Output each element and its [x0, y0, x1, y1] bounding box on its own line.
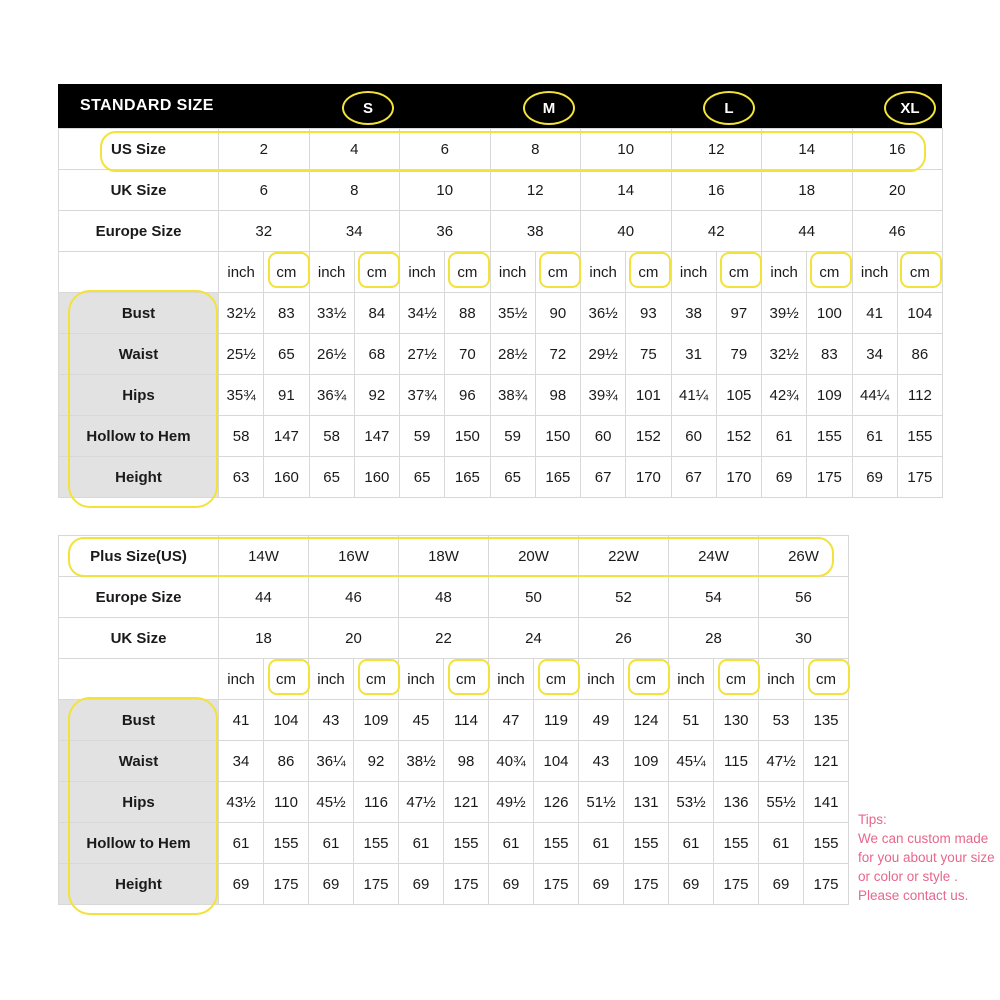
cell: 175	[714, 864, 759, 905]
cell: 45	[399, 700, 444, 741]
cell: 34	[852, 334, 897, 375]
unit-cell: inch	[219, 659, 264, 700]
cell: 51	[669, 700, 714, 741]
standard-size-title: STANDARD SIZE	[80, 97, 214, 114]
cell: 25½	[219, 334, 264, 375]
cell: 101	[626, 375, 671, 416]
cell: 8	[490, 129, 581, 170]
cell: 2	[219, 129, 310, 170]
unit-cell: inch	[759, 659, 804, 700]
cell: 61	[489, 823, 534, 864]
cell: 69	[489, 864, 534, 905]
unit-cell: inch	[671, 252, 716, 293]
cell: 160	[354, 457, 399, 498]
cell: 65	[309, 457, 354, 498]
row-label-europe-size: Europe Size	[59, 211, 219, 252]
cell: 18	[219, 618, 309, 659]
unit-cell: cm	[716, 252, 761, 293]
cell: 49	[579, 700, 624, 741]
cell: 47	[489, 700, 534, 741]
table-row	[59, 864, 849, 905]
table-row	[59, 129, 943, 170]
unit-cell: cm	[445, 252, 490, 293]
cell: 114	[444, 700, 489, 741]
cell: 38¾	[490, 375, 535, 416]
cell: 175	[534, 864, 579, 905]
cell: 109	[354, 700, 399, 741]
cell: 12	[671, 129, 762, 170]
cell: 12	[490, 170, 581, 211]
row-label-plus-bust: Bust	[59, 700, 219, 741]
cell: 59	[490, 416, 535, 457]
cell: 55½	[759, 782, 804, 823]
cell: 44	[762, 211, 853, 252]
tips-line-5: Please contact us.	[858, 888, 969, 903]
cell: 40¾	[489, 741, 534, 782]
cell: 175	[354, 864, 399, 905]
cell: 41¼	[671, 375, 716, 416]
table-row-units	[59, 659, 849, 700]
cell: 147	[354, 416, 399, 457]
size-badge-xl: XL	[884, 91, 936, 125]
cell: 58	[309, 416, 354, 457]
cell: 83	[264, 293, 309, 334]
cell: 130	[714, 700, 759, 741]
cell: 61	[759, 823, 804, 864]
cell: 18W	[399, 536, 489, 577]
tips-line-3: for you about your size	[858, 850, 995, 865]
cell: 20	[309, 618, 399, 659]
cell: 14W	[219, 536, 309, 577]
cell: 47½	[399, 782, 444, 823]
cell: 72	[535, 334, 580, 375]
cell: 46	[309, 577, 399, 618]
cell: 124	[624, 700, 669, 741]
row-label-hollow-to-hem: Hollow to Hem	[59, 416, 219, 457]
unit-cell: cm	[714, 659, 759, 700]
row-label-waist: Waist	[59, 334, 219, 375]
cell: 83	[807, 334, 852, 375]
cell: 119	[534, 700, 579, 741]
unit-cell: cm	[807, 252, 852, 293]
cell: 39¾	[581, 375, 626, 416]
cell: 96	[445, 375, 490, 416]
unit-cell: inch	[309, 659, 354, 700]
cell: 51½	[579, 782, 624, 823]
cell: 135	[804, 700, 849, 741]
unit-cell: inch	[579, 659, 624, 700]
row-label-bust: Bust	[59, 293, 219, 334]
size-badge-s: S	[342, 91, 394, 125]
cell: 26W	[759, 536, 849, 577]
unit-cell: inch	[762, 252, 807, 293]
cell: 104	[897, 293, 942, 334]
tips-line-2: We can custom made	[858, 831, 989, 846]
unit-cell: cm	[535, 252, 580, 293]
table-row	[59, 536, 849, 577]
cell: 155	[444, 823, 489, 864]
cell: 60	[581, 416, 626, 457]
cell: 100	[807, 293, 852, 334]
cell: 53	[759, 700, 804, 741]
unit-cell: cm	[626, 252, 671, 293]
cell: 65	[264, 334, 309, 375]
table-row	[59, 823, 849, 864]
cell: 155	[354, 823, 399, 864]
cell: 61	[852, 416, 897, 457]
table-row	[59, 334, 943, 375]
cell: 84	[354, 293, 399, 334]
cell: 175	[804, 864, 849, 905]
cell: 40	[581, 211, 672, 252]
table-row	[59, 375, 943, 416]
cell: 34	[219, 741, 264, 782]
cell: 136	[714, 782, 759, 823]
cell: 121	[804, 741, 849, 782]
cell: 170	[626, 457, 671, 498]
cell: 45¼	[669, 741, 714, 782]
cell: 98	[535, 375, 580, 416]
cell: 24W	[669, 536, 759, 577]
unit-cell: inch	[669, 659, 714, 700]
cell: 44¼	[852, 375, 897, 416]
cell: 52	[579, 577, 669, 618]
cell: 30	[759, 618, 849, 659]
cell: 61	[669, 823, 714, 864]
cell: 126	[534, 782, 579, 823]
cell: 155	[804, 823, 849, 864]
table-row	[59, 577, 849, 618]
cell: 47½	[759, 741, 804, 782]
cell: 32	[219, 211, 310, 252]
cell: 38	[490, 211, 581, 252]
cell: 29½	[581, 334, 626, 375]
standard-size-table	[58, 128, 943, 498]
cell: 22	[399, 618, 489, 659]
cell: 41	[219, 700, 264, 741]
cell: 86	[264, 741, 309, 782]
unit-cell: cm	[534, 659, 579, 700]
cell: 38½	[399, 741, 444, 782]
cell: 155	[624, 823, 669, 864]
cell: 131	[624, 782, 669, 823]
cell: 61	[219, 823, 264, 864]
row-label-uk-size: UK Size	[59, 170, 219, 211]
cell: 69	[399, 864, 444, 905]
unit-cell: inch	[852, 252, 897, 293]
cell: 43	[579, 741, 624, 782]
table-row	[59, 416, 943, 457]
row-label-plus-waist: Waist	[59, 741, 219, 782]
cell: 61	[399, 823, 444, 864]
cell: 33½	[309, 293, 354, 334]
cell: 36¼	[309, 741, 354, 782]
cell: 61	[579, 823, 624, 864]
cell: 31	[671, 334, 716, 375]
cell: 90	[535, 293, 580, 334]
cell: 69	[579, 864, 624, 905]
cell: 97	[716, 293, 761, 334]
cell: 26½	[309, 334, 354, 375]
cell: 160	[264, 457, 309, 498]
unit-cell: inch	[309, 252, 354, 293]
cell: 155	[714, 823, 759, 864]
cell: 53½	[669, 782, 714, 823]
cell: 165	[535, 457, 580, 498]
cell: 175	[897, 457, 942, 498]
cell: 14	[762, 129, 853, 170]
cell: 175	[807, 457, 852, 498]
cell: 105	[716, 375, 761, 416]
cell: 49½	[489, 782, 534, 823]
cell: 14	[581, 170, 672, 211]
cell: 54	[669, 577, 759, 618]
cell: 67	[671, 457, 716, 498]
table-row	[59, 782, 849, 823]
unit-cell: inch	[490, 252, 535, 293]
cell: 18	[762, 170, 853, 211]
cell: 69	[669, 864, 714, 905]
cell: 36½	[581, 293, 626, 334]
cell: 92	[354, 375, 399, 416]
cell: 150	[445, 416, 490, 457]
row-label-plus-size-us: Plus Size(US)	[59, 536, 219, 577]
cell: 67	[581, 457, 626, 498]
cell: 69	[309, 864, 354, 905]
cell: 20W	[489, 536, 579, 577]
cell: 20	[852, 170, 943, 211]
cell: 28½	[490, 334, 535, 375]
cell: 41	[852, 293, 897, 334]
cell: 152	[716, 416, 761, 457]
cell: 24	[489, 618, 579, 659]
cell: 65	[490, 457, 535, 498]
cell: 150	[535, 416, 580, 457]
cell: 32½	[762, 334, 807, 375]
cell: 37¾	[400, 375, 445, 416]
cell: 165	[445, 457, 490, 498]
cell: 6	[400, 129, 491, 170]
cell: 61	[309, 823, 354, 864]
unit-cell: inch	[489, 659, 534, 700]
row-label-plus-europe-size: Europe Size	[59, 577, 219, 618]
table-row	[59, 700, 849, 741]
cell: 69	[219, 864, 264, 905]
cell: 63	[219, 457, 264, 498]
table-row	[59, 293, 943, 334]
cell: 42¾	[762, 375, 807, 416]
cell: 116	[354, 782, 399, 823]
cell: 26	[579, 618, 669, 659]
cell: 109	[624, 741, 669, 782]
row-label-units	[59, 252, 219, 293]
unit-cell: inch	[219, 252, 264, 293]
tips-block	[858, 810, 998, 905]
cell: 175	[264, 864, 309, 905]
cell: 4	[309, 129, 400, 170]
table-row	[59, 211, 943, 252]
cell: 45½	[309, 782, 354, 823]
cell: 155	[264, 823, 309, 864]
row-label-plus-hollow-to-hem: Hollow to Hem	[59, 823, 219, 864]
cell: 69	[762, 457, 807, 498]
standard-size-chart	[58, 84, 942, 498]
table-row-units	[59, 252, 943, 293]
cell: 175	[624, 864, 669, 905]
cell: 16	[852, 129, 943, 170]
cell: 42	[671, 211, 762, 252]
cell: 32½	[219, 293, 264, 334]
cell: 109	[807, 375, 852, 416]
unit-cell: inch	[400, 252, 445, 293]
table-row	[59, 170, 943, 211]
row-label-plus-hips: Hips	[59, 782, 219, 823]
cell: 170	[716, 457, 761, 498]
cell: 141	[804, 782, 849, 823]
cell: 28	[669, 618, 759, 659]
cell: 75	[626, 334, 671, 375]
unit-cell: inch	[581, 252, 626, 293]
size-badge-l: L	[703, 91, 755, 125]
cell: 27½	[400, 334, 445, 375]
cell: 50	[489, 577, 579, 618]
cell: 98	[444, 741, 489, 782]
cell: 43½	[219, 782, 264, 823]
unit-cell: cm	[354, 252, 399, 293]
cell: 92	[354, 741, 399, 782]
cell: 104	[264, 700, 309, 741]
tips-line-4: or color or style .	[858, 869, 958, 884]
row-label-us-size: US Size	[59, 129, 219, 170]
cell: 34½	[400, 293, 445, 334]
cell: 36¾	[309, 375, 354, 416]
table-row	[59, 618, 849, 659]
cell: 6	[219, 170, 310, 211]
cell: 10	[400, 170, 491, 211]
cell: 44	[219, 577, 309, 618]
cell: 70	[445, 334, 490, 375]
cell: 88	[445, 293, 490, 334]
cell: 110	[264, 782, 309, 823]
cell: 65	[400, 457, 445, 498]
tips-line-1: Tips:	[858, 812, 887, 827]
unit-cell: cm	[444, 659, 489, 700]
cell: 46	[852, 211, 943, 252]
cell: 121	[444, 782, 489, 823]
row-label-plus-uk-size: UK Size	[59, 618, 219, 659]
cell: 155	[807, 416, 852, 457]
unit-cell: cm	[264, 659, 309, 700]
cell: 35¾	[219, 375, 264, 416]
cell: 147	[264, 416, 309, 457]
cell: 60	[671, 416, 716, 457]
cell: 91	[264, 375, 309, 416]
row-label-plus-units	[59, 659, 219, 700]
cell: 155	[897, 416, 942, 457]
cell: 115	[714, 741, 759, 782]
unit-cell: cm	[264, 252, 309, 293]
cell: 79	[716, 334, 761, 375]
cell: 8	[309, 170, 400, 211]
cell: 59	[400, 416, 445, 457]
standard-chart-header	[58, 84, 942, 128]
cell: 39½	[762, 293, 807, 334]
size-badge-m: M	[523, 91, 575, 125]
row-label-plus-height: Height	[59, 864, 219, 905]
cell: 58	[219, 416, 264, 457]
cell: 48	[399, 577, 489, 618]
plus-size-table	[58, 535, 849, 905]
unit-cell: cm	[354, 659, 399, 700]
row-label-hips: Hips	[59, 375, 219, 416]
cell: 16	[671, 170, 762, 211]
unit-cell: inch	[399, 659, 444, 700]
table-row	[59, 741, 849, 782]
cell: 43	[309, 700, 354, 741]
cell: 36	[400, 211, 491, 252]
unit-cell: cm	[804, 659, 849, 700]
table-row	[59, 457, 943, 498]
cell: 10	[581, 129, 672, 170]
cell: 104	[534, 741, 579, 782]
cell: 69	[759, 864, 804, 905]
cell: 56	[759, 577, 849, 618]
cell: 35½	[490, 293, 535, 334]
unit-cell: cm	[624, 659, 669, 700]
cell: 38	[671, 293, 716, 334]
row-label-height: Height	[59, 457, 219, 498]
cell: 112	[897, 375, 942, 416]
cell: 175	[444, 864, 489, 905]
plus-size-chart	[58, 535, 848, 905]
cell: 152	[626, 416, 671, 457]
cell: 22W	[579, 536, 669, 577]
cell: 34	[309, 211, 400, 252]
cell: 155	[534, 823, 579, 864]
cell: 86	[897, 334, 942, 375]
cell: 69	[852, 457, 897, 498]
cell: 93	[626, 293, 671, 334]
cell: 61	[762, 416, 807, 457]
cell: 16W	[309, 536, 399, 577]
unit-cell: cm	[897, 252, 942, 293]
cell: 68	[354, 334, 399, 375]
